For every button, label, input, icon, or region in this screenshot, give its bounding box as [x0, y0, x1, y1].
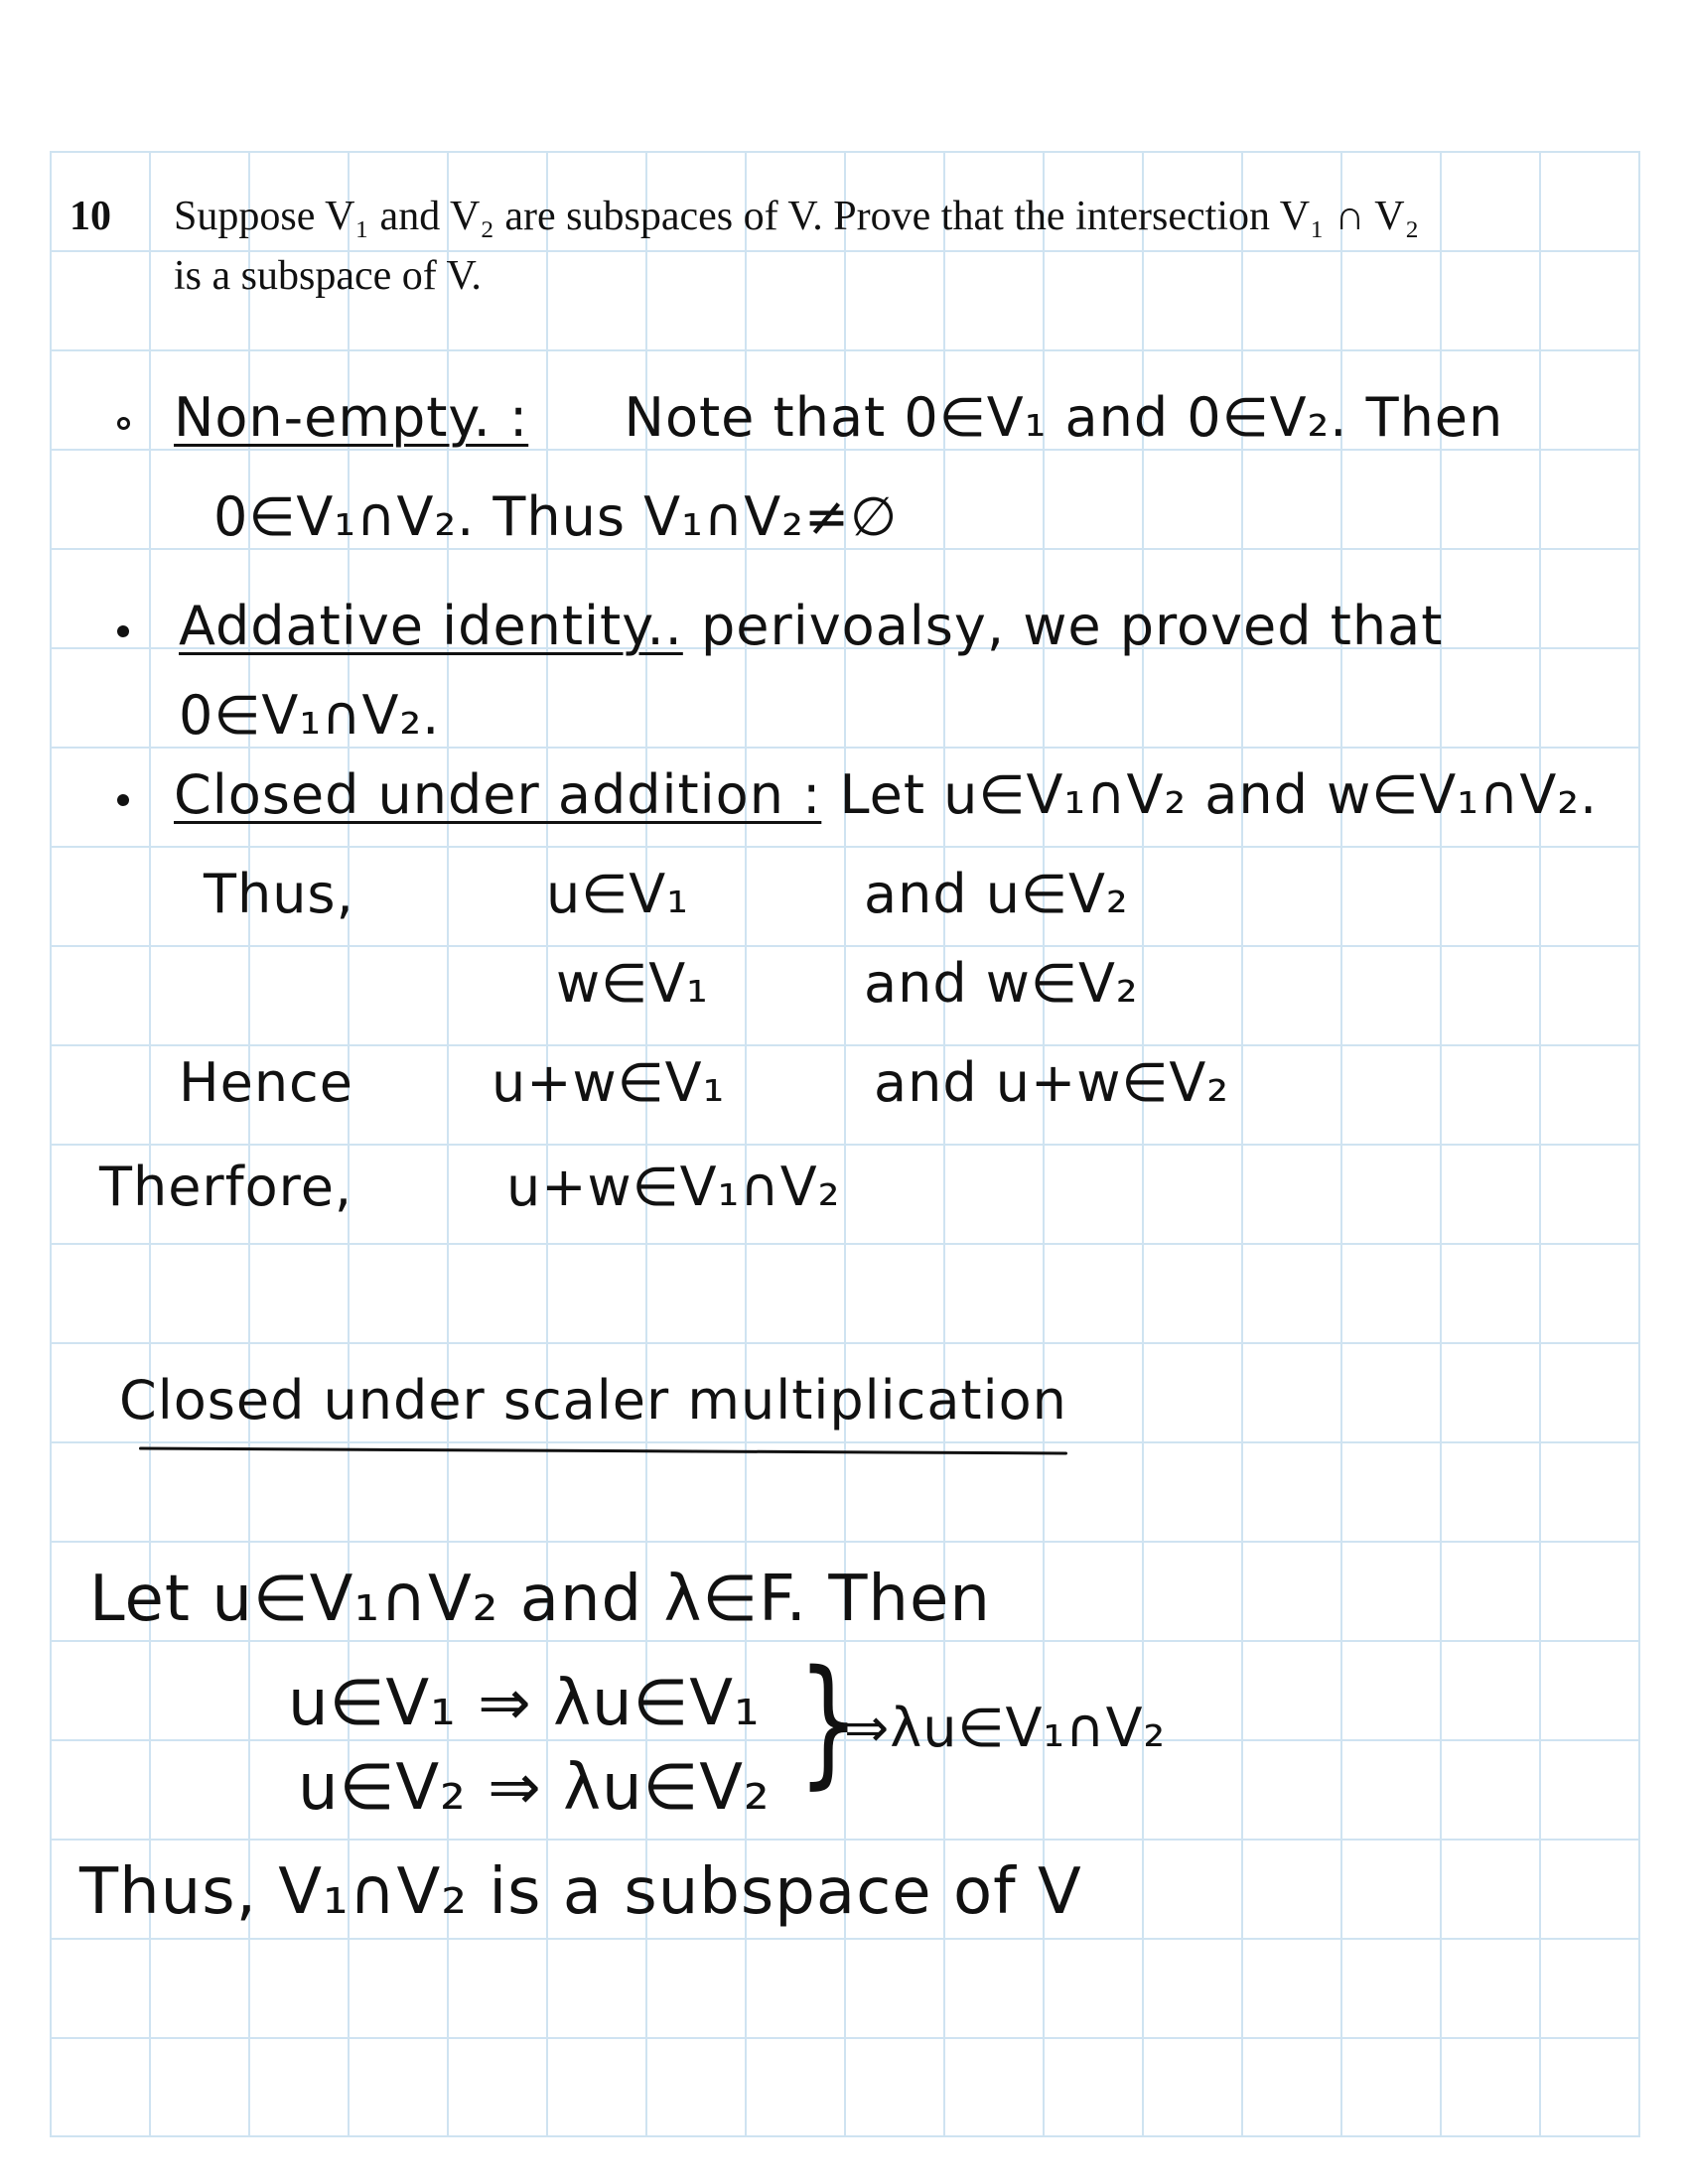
nonempty-line: [174, 387, 1503, 449]
hence-label: Hence: [179, 1051, 353, 1114]
thus-row2-right: and w∈V₂: [864, 952, 1139, 1015]
scalar-heading: Closed under scaler multiplication: [119, 1369, 1067, 1432]
hence-left: u+w∈V₁: [492, 1051, 726, 1114]
thus-row1-left: u∈V₁: [546, 863, 689, 925]
thus-row2-left: w∈V₁: [556, 952, 709, 1015]
implication-1: u∈V₁ ⇒ λu∈V₁: [288, 1667, 761, 1740]
implication-2: u∈V₂ ⇒ λu∈V₂: [298, 1751, 771, 1825]
nonempty-line-2: 0∈V₁∩V₂. Thus V₁∩V₂≠∅: [213, 485, 899, 548]
problem-number: 10: [70, 194, 111, 239]
problem-line-1: Suppose V₁ and V₂ are subspaces of V. Prove that the intersection V₁ ∩ V₂: [174, 194, 1420, 239]
therefore-label: Therfore,: [99, 1156, 353, 1218]
right-brace: }: [797, 1641, 860, 1803]
additive-line: [179, 596, 1443, 657]
closed-add-line: [174, 764, 1598, 826]
hence-right: and u+w∈V₂: [874, 1051, 1230, 1114]
graph-paper-grid: [50, 151, 1640, 2137]
nonempty-text: Note that 0∈V₁ and 0∈V₂. Then: [624, 386, 1504, 449]
bullet-nonempty: [117, 417, 130, 430]
closed-add-text: Let u∈V₁∩V₂ and w∈V₁∩V₂.: [839, 763, 1599, 826]
implication-result: ⇒λu∈V₁∩V₂: [844, 1697, 1167, 1759]
additive-text: perivoalsy, we proved that: [701, 595, 1444, 657]
additive-label: Addative identity..: [179, 595, 683, 657]
additive-line-2: 0∈V₁∩V₂.: [179, 684, 441, 747]
conclusion: Thus, V₁∩V₂ is a subspace of V: [79, 1855, 1082, 1929]
thus-row1-right: and u∈V₂: [864, 863, 1129, 925]
closed-add-label: Closed under addition :: [174, 763, 822, 826]
bullet-additive: [117, 625, 129, 637]
problem-text: [174, 187, 1623, 306]
nonempty-label: Non-empty. :: [174, 386, 529, 449]
problem-line-2: is a subspace of V.: [174, 253, 482, 299]
thus-label: Thus,: [204, 863, 354, 925]
therefore-text: u+w∈V₁∩V₂: [506, 1156, 841, 1218]
let-line: Let u∈V₁∩V₂ and λ∈F. Then: [89, 1563, 991, 1636]
bullet-closed-add: [117, 794, 129, 806]
